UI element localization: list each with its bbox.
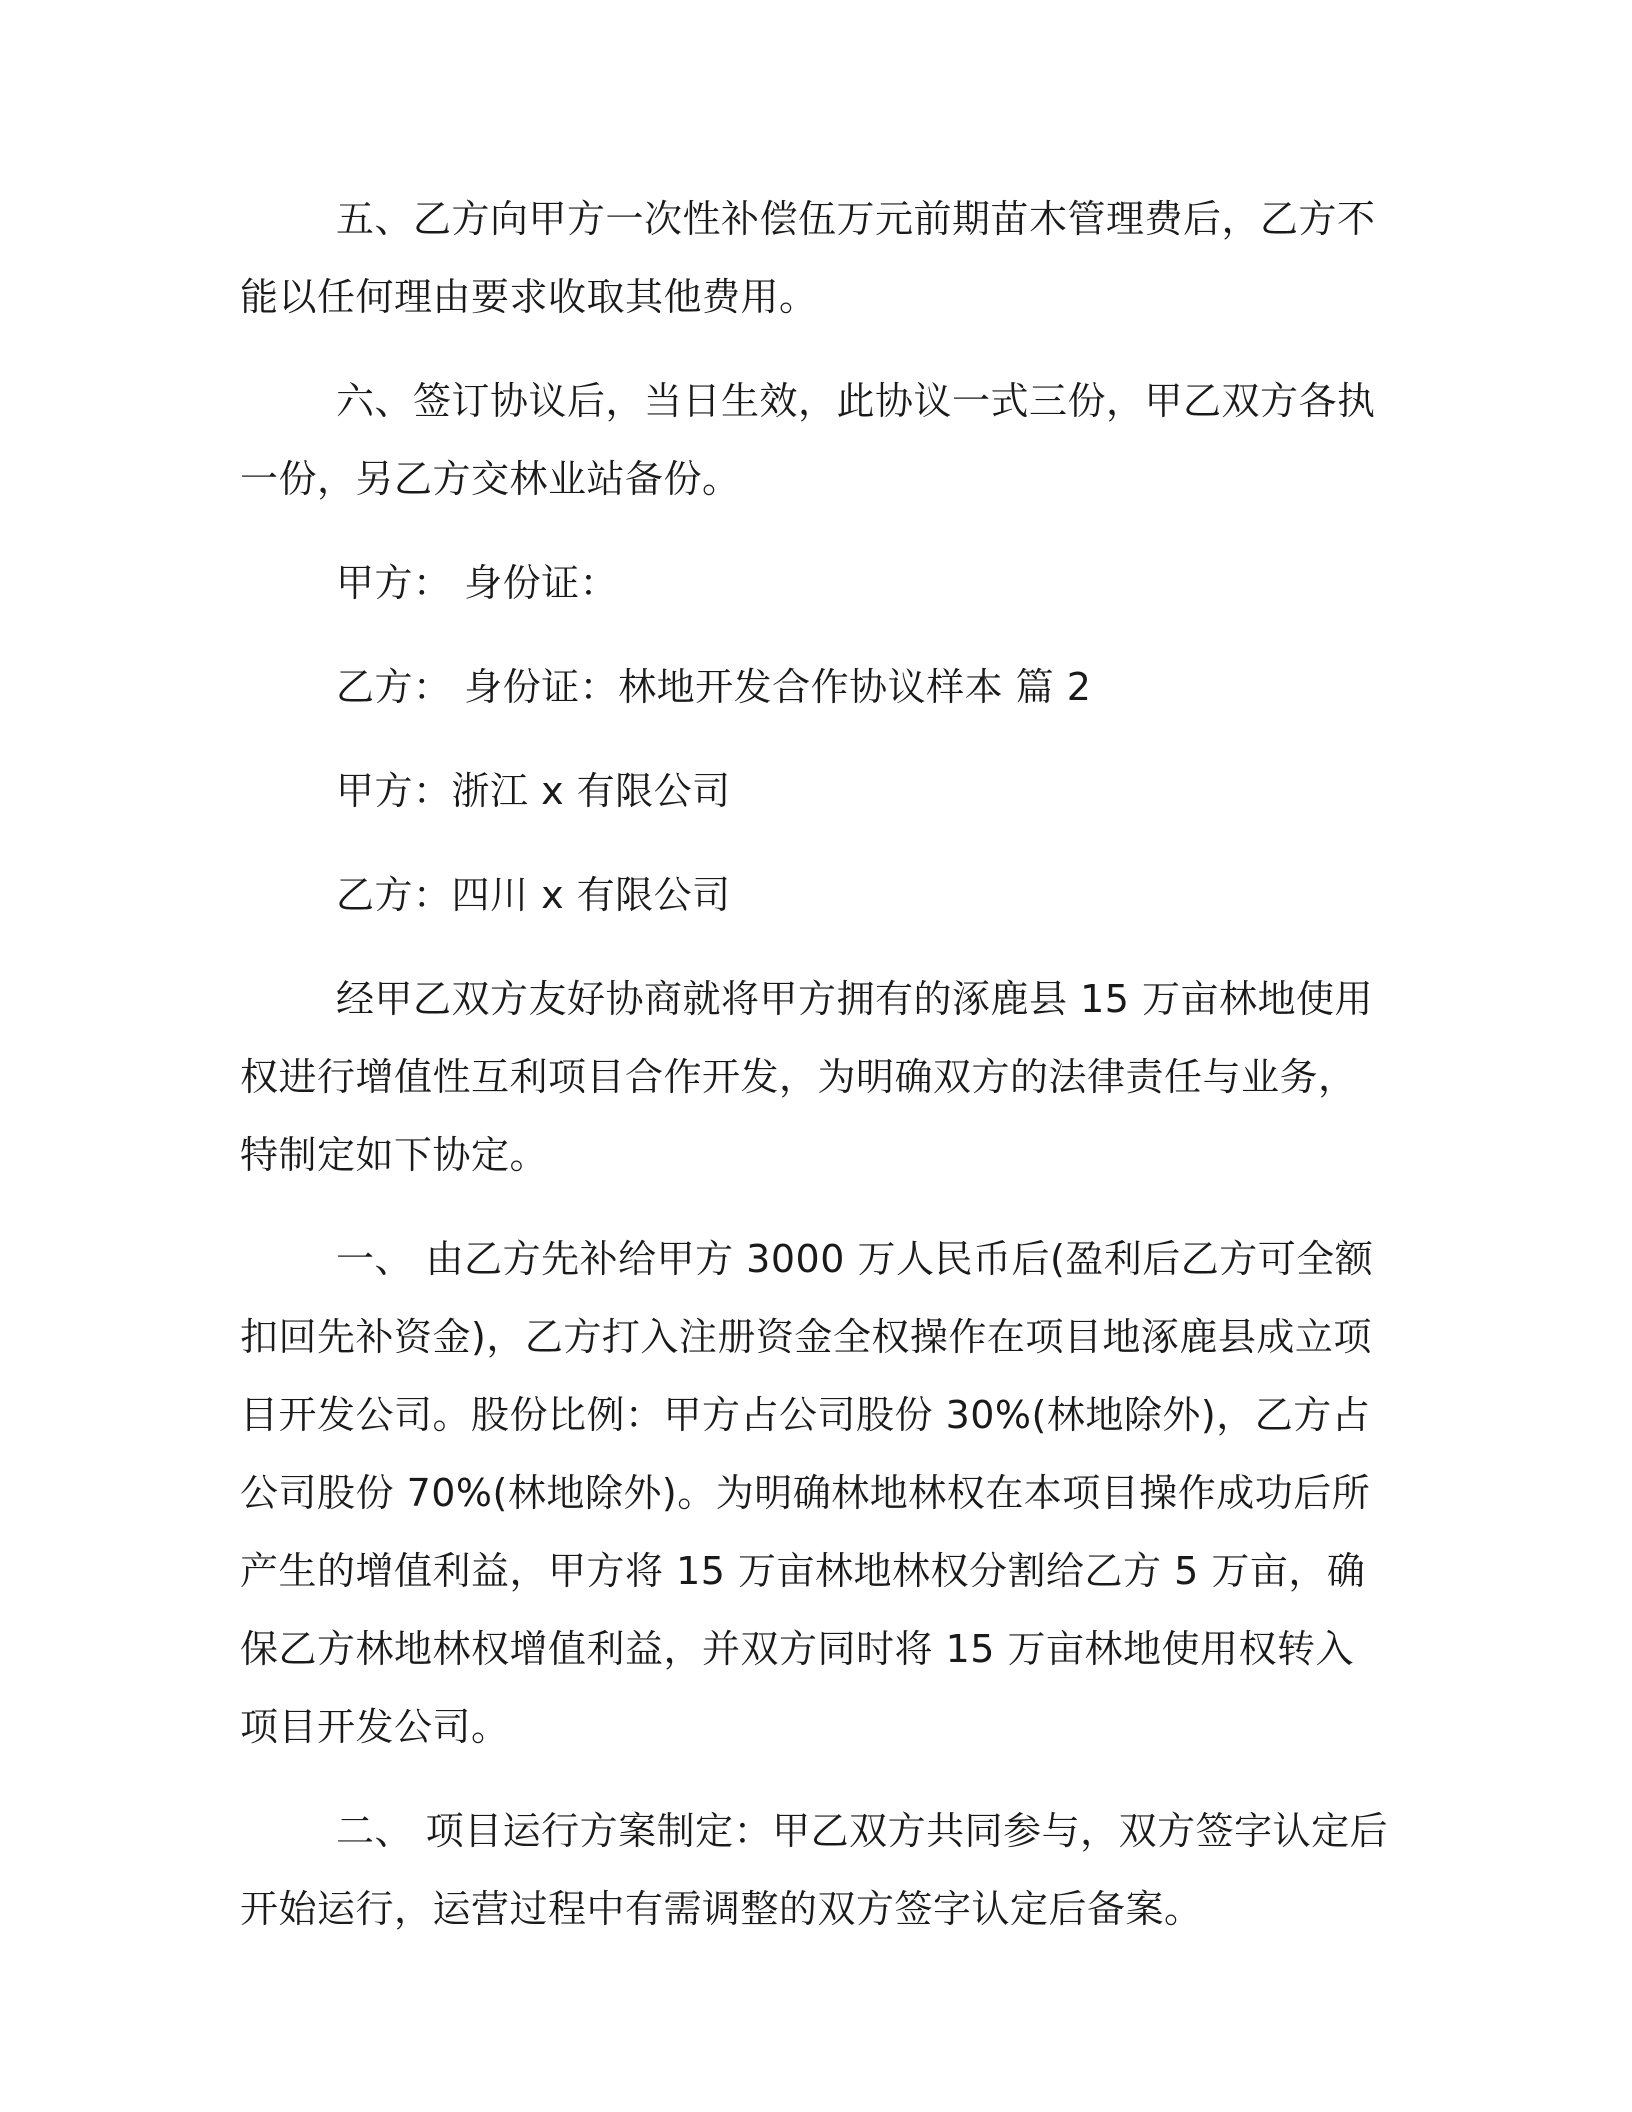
document-body [240,180,1390,1948]
paragraph-clause-6: 六、签订协议后，当日生效，此协议一式三份，甲乙双方各执一份，另乙方交林业站备份。 [240,379,1376,501]
paragraph-clause-1: 一、 由乙方先补给甲方 3000 万人民币后(盈利后乙方可全额扣回先补资金)，乙方打入注册资金全权操作在项目地涿鹿县成立项目开发公司。股份比例：甲方占公司股份 30%(林地除外)，乙方占公司股份 70%(林地除外)。为明确林地林权在本项目操作成功后所产生的增值利益，甲方将 15 万亩林地林权分割给乙方 5 万亩，确保乙方林地林权增值利益，并双方同时将 15 万亩林地使用权转入项目开发公司。 [240,1237,1374,1749]
paragraph-clause-2: 二、 项目运行方案制定：甲乙双方共同参与，双方签字认定后开始运行，运营过程中有需调整的双方签字认定后备案。 [240,1809,1389,1931]
paragraph-preamble: 经甲乙双方友好协商就将甲方拥有的涿鹿县 15 万亩林地使用权进行增值性互利项目合作开发，为明确双方的法律责任与业务，特制定如下协定。 [240,977,1374,1177]
paragraph-party-a-id: 甲方： 身份证： [336,561,619,605]
paragraph-party-a-company: 甲方：浙江 x 有限公司 [336,769,731,813]
paragraph-clause-5: 五、乙方向甲方一次性补偿伍万元前期苗木管理费后，乙方不能以任何理由要求收取其他费用。 [240,197,1376,319]
paragraph-party-b-id: 乙方： 身份证：林地开发合作协议样本 篇 2 [336,665,1092,709]
paragraph-party-b-company: 乙方：四川 x 有限公司 [336,873,731,917]
